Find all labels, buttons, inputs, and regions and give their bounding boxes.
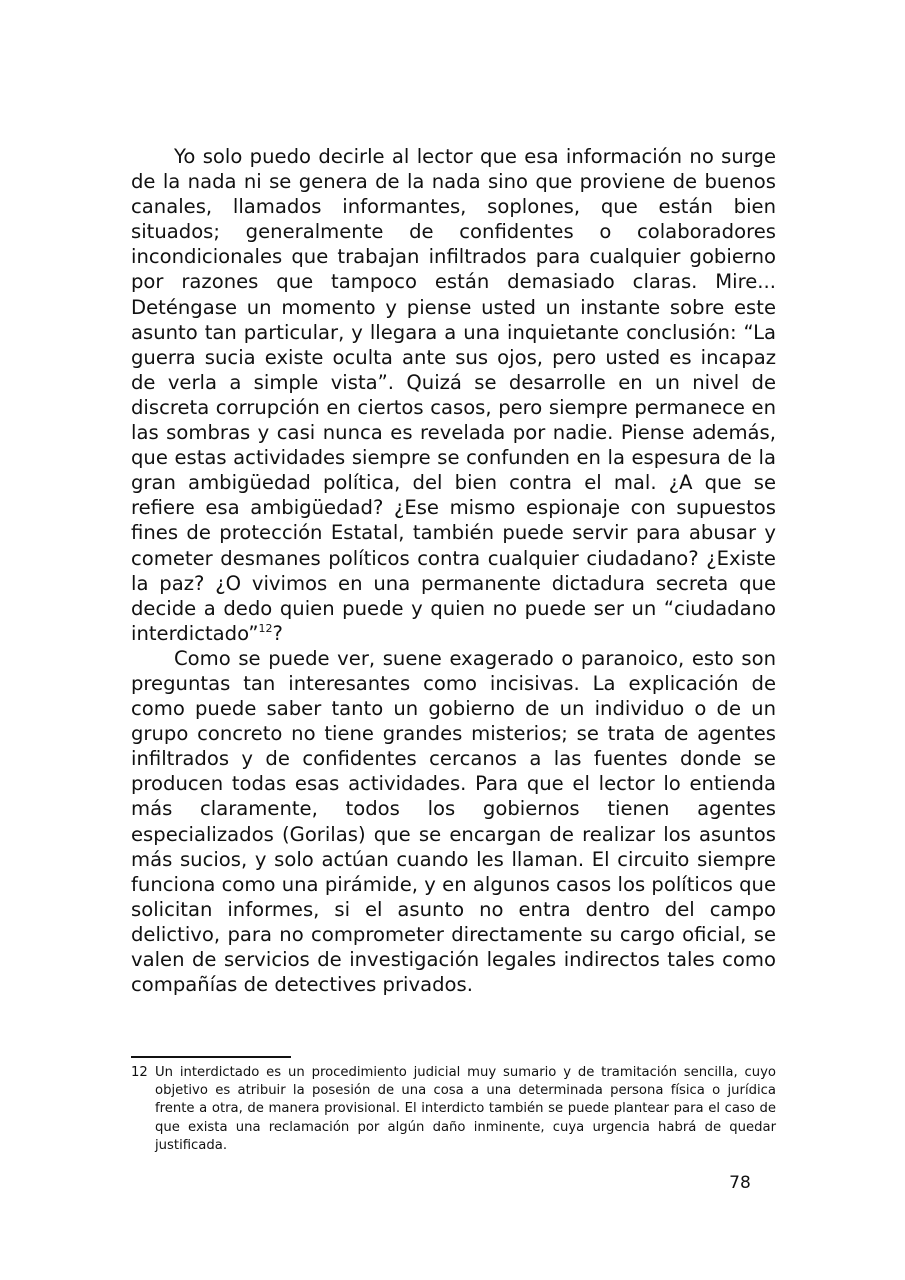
- footnote-reference: 12: [258, 621, 273, 635]
- paragraph-1: [131, 144, 776, 646]
- footnote-text: Un interdictado es un procedimiento judicial muy sumario y de tramitación sencilla, cuyo objetivo es atribuir la posesión de una cosa a una determinada persona física o jurídica frente a otra, de manera provisional. El interdicto también se puede plantear para el caso de que exista una reclamación por algún daño inminente, cuya urgencia habrá de quedar justificada.: [155, 1065, 776, 1153]
- paragraph-1-text: Yo solo puedo decirle al lector que esa información no surge de la nada ni se genera de la nada sino que proviene de buenos canales, llamados informantes, soplones, que están bien situados; generalmente de confidentes o colaboradores incondicionales que trabajan infiltrados para cualquier gobierno por razones que tampoco están demasiado claras. Mire... Deténgase un momento y piense usted un instante sobre este asunto tan particular, y llegara a una inquietante conclusión: “La guerra sucia existe oculta ante sus ojos, pero usted es incapaz de verla a simple vista”. Quizá se desarrolle en un nivel de discreta corrupción en ciertos casos, pero siempre permanece en las sombras y casi nunca es revelada por nadie. Piense además, que estas actividades siempre se confunden en la espesura de la gran ambigüedad política, del bien contra el mal. ¿A que se refiere esa ambigüedad? ¿Ese mismo espionaje con supuestos fines de protección Estatal, también puede servir para abusar y cometer desmanes políticos contra cualquier ciudadano? ¿Existe la paz? ¿O vivimos en una permanente dictadura secreta que decide a dedo quien puede y quien no puede ser un “ciudadano interdictado”: [131, 145, 776, 645]
- footnote-separator: [131, 1056, 291, 1058]
- page-number: 78: [729, 1173, 751, 1193]
- footnote-number: 12: [131, 1065, 148, 1080]
- body-text: [131, 144, 776, 997]
- paragraph-1-tail: ?: [272, 621, 283, 645]
- paragraph-2: [131, 646, 776, 997]
- footnote: [131, 1064, 776, 1155]
- paragraph-2-text: Como se puede ver, suene exagerado o paranoico, esto son preguntas tan interesantes como incisivas. La explicación de como puede saber tanto un gobierno de un individuo o de un grupo concreto no tiene grandes misterios; se trata de agentes infiltrados y de confidentes cercanos a las fuentes donde se producen todas esas actividades. Para que el lector lo entienda más claramente, todos los gobiernos tienen agentes especializados (Gorilas) que se encargan de realizar los asuntos más sucios, y solo actúan cuando les llaman. El circuito siempre funciona como una pirámide, y en algunos casos los políticos que solicitan informes, si el asunto no entra dentro del campo delictivo, para no comprometer directamente su cargo oficial, se valen de servicios de investigación legales indirectos tales como compañías de detectives privados.: [131, 646, 776, 997]
